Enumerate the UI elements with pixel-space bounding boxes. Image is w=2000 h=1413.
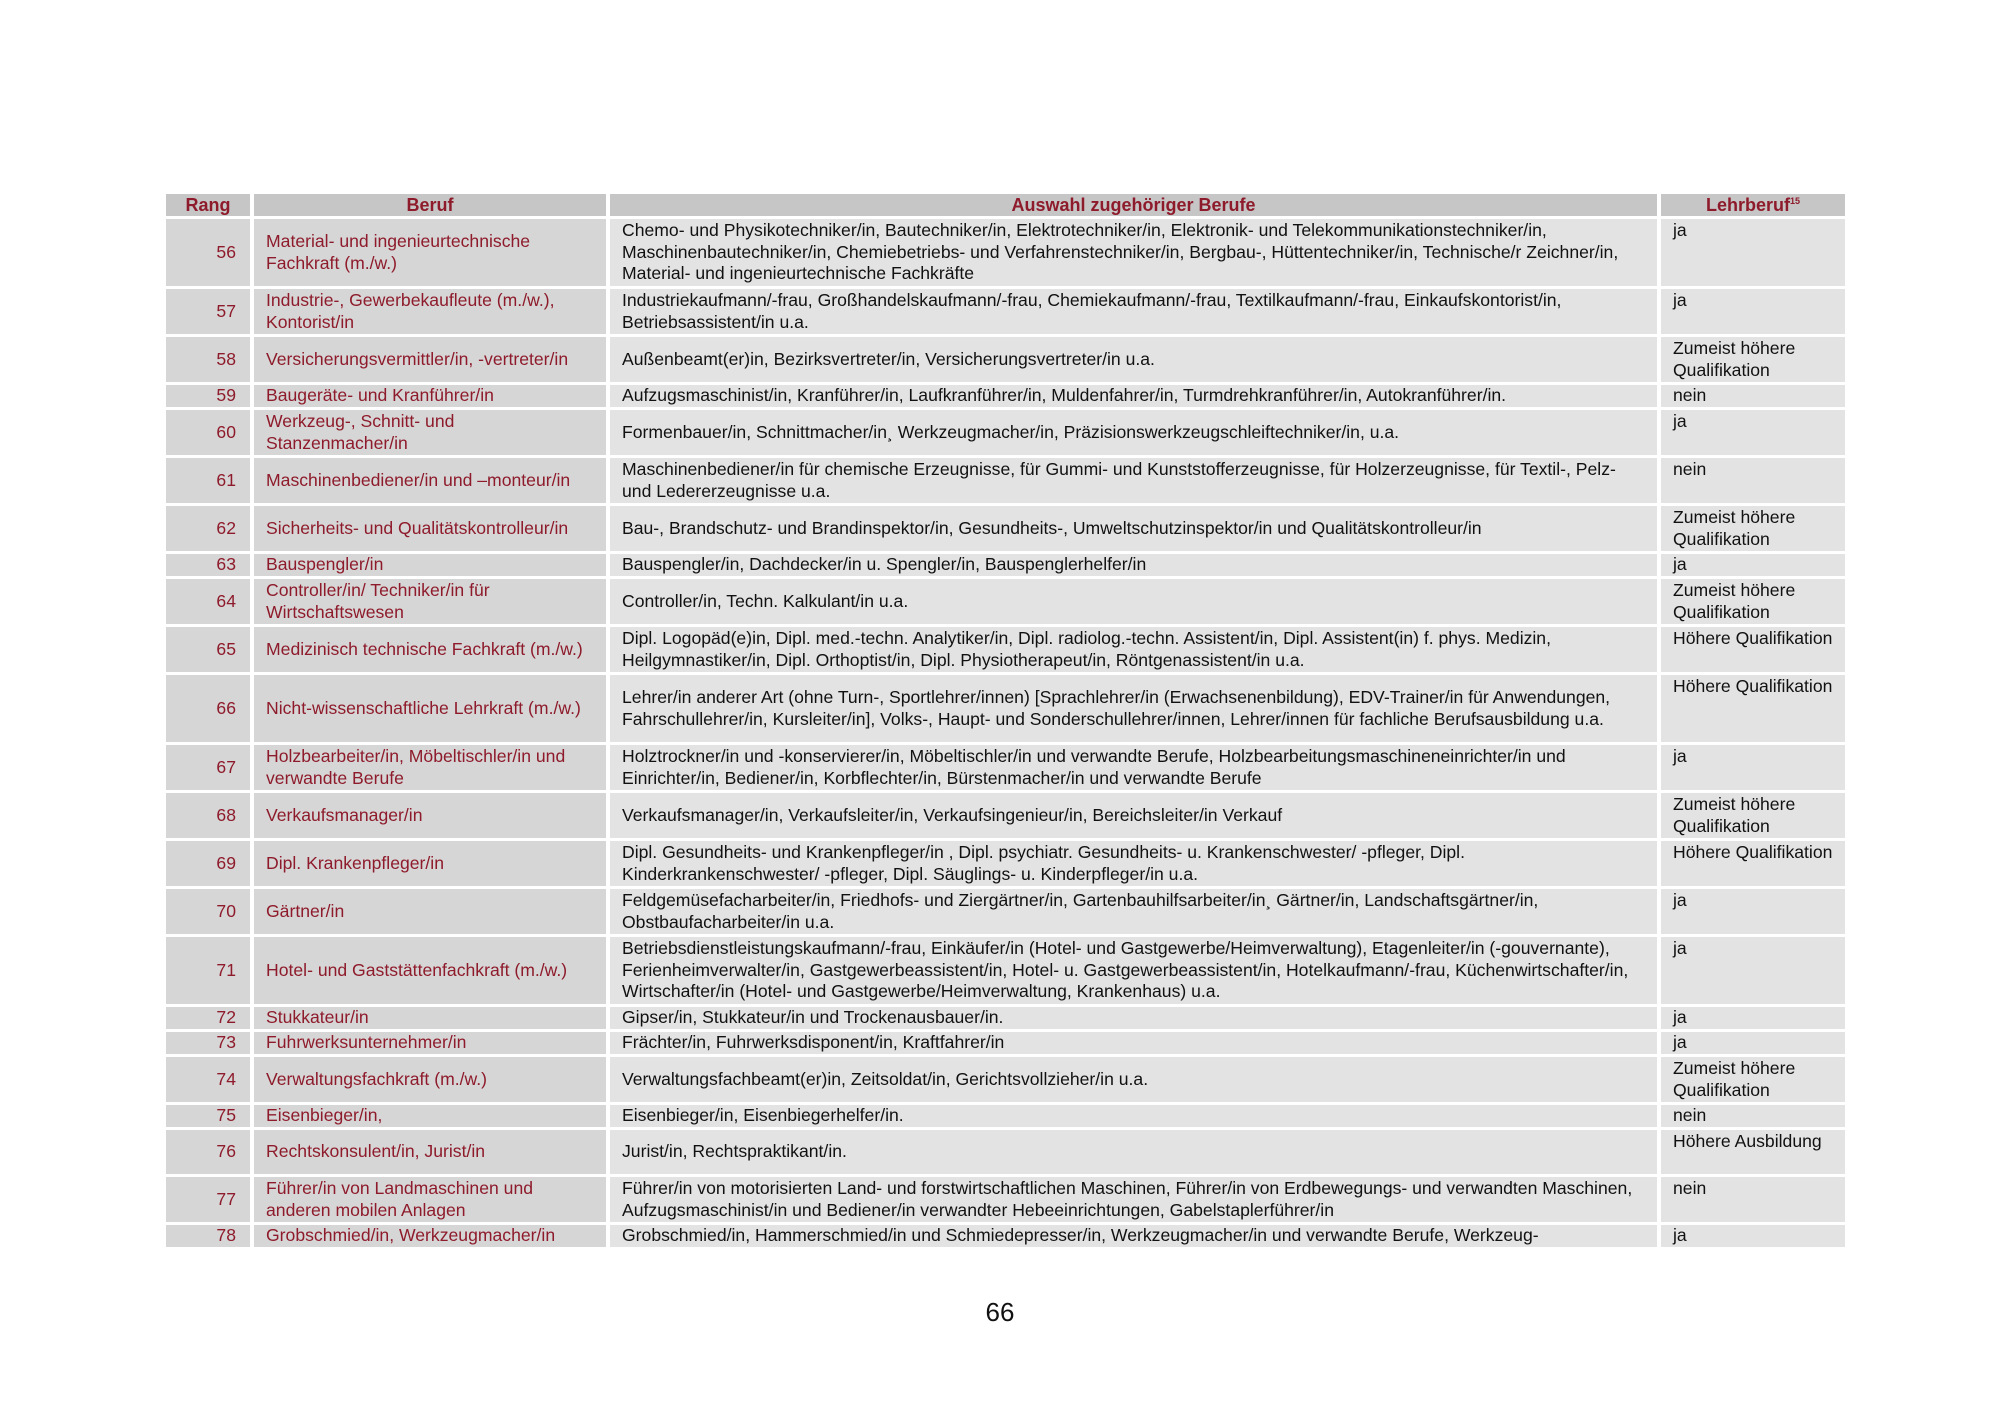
table-row — [166, 289, 1845, 334]
beruf-cell: Controller/in/ Techniker/in für Wirtschaftswesen — [254, 579, 606, 624]
table-row — [166, 554, 1845, 576]
beruf-cell: Grobschmied/in, Werkzeugmacher/in — [254, 1225, 606, 1247]
auswahl-cell: Betriebsdienstleistungskaufmann/-frau, Einkäufer/in (Hotel- und Gastgewerbe/Heimverwaltung), Etagenleiter/in (-gouvernante), Ferienheimverwalter/in, Gastgewerbeassistent/in, Hotel- u. Gastgewerbeassistent/in, Hotelkaufmann/-frau, Küchenwirtschafter/in, Wirtschafter/in (Hotel- und Gastgewerbe/Heimverwaltung, Krankenhaus) u.a. — [610, 937, 1657, 1004]
header-auswahl: Auswahl zugehöriger Berufe — [610, 194, 1657, 216]
table-row — [166, 1057, 1845, 1102]
auswahl-cell: Bauspengler/in, Dachdecker/in u. Spengler/in, Bauspenglerhelfer/in — [610, 554, 1657, 576]
table-row — [166, 1177, 1845, 1222]
table-row — [166, 506, 1845, 551]
rang-cell: 72 — [166, 1007, 250, 1029]
table-row — [166, 1032, 1845, 1054]
header-beruf: Beruf — [254, 194, 606, 216]
beruf-cell: Material- und ingenieurtechnische Fachkraft (m./w.) — [254, 219, 606, 286]
lehrberuf-cell: Zumeist höhere Qualifikation — [1661, 793, 1845, 838]
lehrberuf-cell: ja — [1661, 889, 1845, 934]
beruf-cell: Gärtner/in — [254, 889, 606, 934]
lehrberuf-cell: Höhere Qualifikation — [1661, 675, 1845, 742]
beruf-cell: Fuhrwerksunternehmer/in — [254, 1032, 606, 1054]
lehrberuf-cell: ja — [1661, 410, 1845, 455]
lehrberuf-cell: ja — [1661, 1007, 1845, 1029]
table-row — [166, 458, 1845, 503]
rang-cell: 74 — [166, 1057, 250, 1102]
lehrberuf-cell: ja — [1661, 1032, 1845, 1054]
rang-cell: 62 — [166, 506, 250, 551]
table-row — [166, 675, 1845, 742]
rang-cell: 60 — [166, 410, 250, 455]
header-lehrberuf: Lehrberuf$^{15}$ — [1661, 194, 1845, 216]
auswahl-cell: Bau-, Brandschutz- und Brandinspektor/in, Gesundheits-, Umweltschutzinspektor/in und Qualitätskontrolleur/in — [610, 506, 1657, 551]
rang-cell: 67 — [166, 745, 250, 790]
auswahl-cell: Eisenbieger/in, Eisenbiegerhelfer/in. — [610, 1105, 1657, 1127]
table-row — [166, 889, 1845, 934]
auswahl-cell: Jurist/in, Rechtspraktikant/in. — [610, 1130, 1657, 1174]
table-row — [166, 410, 1845, 455]
lehrberuf-cell: nein — [1661, 458, 1845, 503]
lehrberuf-cell: Zumeist höhere Qualifikation — [1661, 1057, 1845, 1102]
beruf-cell: Stukkateur/in — [254, 1007, 606, 1029]
beruf-cell: Eisenbieger/in, — [254, 1105, 606, 1127]
table-row — [166, 1105, 1845, 1127]
lehrberuf-cell: ja — [1661, 937, 1845, 1004]
rang-cell: 59 — [166, 385, 250, 407]
auswahl-cell: Feldgemüsefacharbeiter/in, Friedhofs- und Ziergärtner/in, Gartenbauhilfsarbeiter/in¸ Gärtner/in, Landschaftsgärtner/in, Obstbaufacharbeiter/in u.a. — [610, 889, 1657, 934]
auswahl-cell: Holztrockner/in und -konservierer/in, Möbeltischler/in und verwandte Berufe, Holzbearbeitungsmaschineneinrichter/in und Einrichter/in, Bediener/in, Korbflechter/in, Bürstenmacher/in und verwandte Berufe — [610, 745, 1657, 790]
table-row — [166, 219, 1845, 286]
rang-cell: 56 — [166, 219, 250, 286]
rang-cell: 76 — [166, 1130, 250, 1174]
header-rang: Rang — [166, 194, 250, 216]
beruf-cell: Baugeräte- und Kranführer/in — [254, 385, 606, 407]
auswahl-cell: Frächter/in, Fuhrwerksdisponent/in, Kraftfahrer/in — [610, 1032, 1657, 1054]
auswahl-cell: Außenbeamt(er)in, Bezirksvertreter/in, Versicherungsvertreter/in u.a. — [610, 337, 1657, 382]
beruf-cell: Bauspengler/in — [254, 554, 606, 576]
lehrberuf-cell: nein — [1661, 1177, 1845, 1222]
table-header-row — [166, 194, 1845, 216]
beruf-cell: Rechtskonsulent/in, Jurist/in — [254, 1130, 606, 1174]
footnote-marker: 15 — [1790, 196, 1801, 206]
auswahl-cell: Chemo- und Physikotechniker/in, Bautechniker/in, Elektrotechniker/in, Elektronik- und Telekommunikationstechniker/in, Maschinenbautechniker/in, Chemiebetriebs- und Verfahrenstechniker/in, Bergbau-, Hüttentechniker/in, Technische/r Zeichner/in, Material- und ingenieurtechnische Fachkräfte — [610, 219, 1657, 286]
table-row — [166, 1130, 1845, 1174]
beruf-cell: Dipl. Krankenpfleger/in — [254, 841, 606, 886]
occupation-table-container — [166, 194, 1833, 1247]
table-row — [166, 841, 1845, 886]
beruf-cell: Medizinisch technische Fachkraft (m./w.) — [254, 627, 606, 672]
rang-cell: 63 — [166, 554, 250, 576]
beruf-cell: Hotel- und Gaststättenfachkraft (m./w.) — [254, 937, 606, 1004]
beruf-cell: Verwaltungsfachkraft (m./w.) — [254, 1057, 606, 1102]
beruf-cell: Nicht-wissenschaftliche Lehrkraft (m./w.) — [254, 675, 606, 742]
lehrberuf-cell: Höhere Qualifikation — [1661, 627, 1845, 672]
beruf-cell: Versicherungsvermittler/in, -vertreter/in — [254, 337, 606, 382]
rang-cell: 58 — [166, 337, 250, 382]
auswahl-cell: Formenbauer/in, Schnittmacher/in¸ Werkzeugmacher/in, Präzisionswerkzeugschleiftechniker/in, u.a. — [610, 410, 1657, 455]
rang-cell: 75 — [166, 1105, 250, 1127]
rang-cell: 70 — [166, 889, 250, 934]
lehrberuf-cell: nein — [1661, 385, 1845, 407]
table-row — [166, 1007, 1845, 1029]
rang-cell: 71 — [166, 937, 250, 1004]
table-row — [166, 579, 1845, 624]
lehrberuf-cell: ja — [1661, 289, 1845, 334]
table-row — [166, 627, 1845, 672]
rang-cell: 65 — [166, 627, 250, 672]
rang-cell: 78 — [166, 1225, 250, 1247]
rang-cell: 57 — [166, 289, 250, 334]
auswahl-cell: Lehrer/in anderer Art (ohne Turn-, Sportlehrer/innen) [Sprachlehrer/in (Erwachsenenbildung), EDV-Trainer/in für Anwendungen, Fahrschullehrer/in, Kursleiter/in], Volks-, Haupt- und Sonderschullehrer/innen, Lehrer/innen für fachliche Berufsausbildung u.a. — [610, 675, 1657, 742]
table-row — [166, 937, 1845, 1004]
occupation-table — [162, 191, 1849, 1250]
auswahl-cell: Dipl. Logopäd(e)in, Dipl. med.-techn. Analytiker/in, Dipl. radiolog.-techn. Assistent/in, Dipl. Assistent(in) f. phys. Medizin, Heilgymnastiker/in, Dipl. Orthoptist/in, Dipl. Physiotherapeut/in, Röntgenassistent/in u.a. — [610, 627, 1657, 672]
beruf-cell: Maschinenbediener/in und –monteur/in — [254, 458, 606, 503]
table-row — [166, 337, 1845, 382]
auswahl-cell: Verwaltungsfachbeamt(er)in, Zeitsoldat/in, Gerichtsvollzieher/in u.a. — [610, 1057, 1657, 1102]
table-body — [166, 219, 1845, 1247]
beruf-cell: Sicherheits- und Qualitätskontrolleur/in — [254, 506, 606, 551]
lehrberuf-cell: ja — [1661, 745, 1845, 790]
beruf-cell: Holzbearbeiter/in, Möbeltischler/in und verwandte Berufe — [254, 745, 606, 790]
rang-cell: 66 — [166, 675, 250, 742]
rang-cell: 69 — [166, 841, 250, 886]
auswahl-cell: Führer/in von motorisierten Land- und forstwirtschaftlichen Maschinen, Führer/in von Erdbewegungs- und verwandten Maschinen, Aufzugsmaschinist/in und Bediener/in verwandter Hebeeinrichtungen, Gabelstaplerführer/in — [610, 1177, 1657, 1222]
beruf-cell: Führer/in von Landmaschinen und anderen mobilen Anlagen — [254, 1177, 606, 1222]
lehrberuf-cell: Zumeist höhere Qualifikation — [1661, 506, 1845, 551]
lehrberuf-cell: ja — [1661, 554, 1845, 576]
lehrberuf-cell: Höhere Qualifikation — [1661, 841, 1845, 886]
page-number: 66 — [985, 1297, 1015, 1327]
auswahl-cell: Dipl. Gesundheits- und Krankenpfleger/in , Dipl. psychiatr. Gesundheits- u. Krankenschwester/ -pfleger, Dipl. Kinderkrankenschwester/ -pfleger, Dipl. Säuglings- u. Kinderpfleger/in u.a. — [610, 841, 1657, 886]
lehrberuf-cell: ja — [1661, 1225, 1845, 1247]
auswahl-cell: Industriekaufmann/-frau, Großhandelskaufmann/-frau, Chemiekaufmann/-frau, Textilkaufmann/-frau, Einkaufskontorist/in, Betriebsassistent/in u.a. — [610, 289, 1657, 334]
table-row — [166, 793, 1845, 838]
beruf-cell: Werkzeug-, Schnitt- und Stanzenmacher/in — [254, 410, 606, 455]
table-row — [166, 385, 1845, 407]
auswahl-cell: Controller/in, Techn. Kalkulant/in u.a. — [610, 579, 1657, 624]
lehrberuf-cell: nein — [1661, 1105, 1845, 1127]
rang-cell: 77 — [166, 1177, 250, 1222]
rang-cell: 68 — [166, 793, 250, 838]
lehrberuf-cell: Zumeist höhere Qualifikation — [1661, 337, 1845, 382]
lehrberuf-cell: ja — [1661, 219, 1845, 286]
rang-cell: 61 — [166, 458, 250, 503]
auswahl-cell: Grobschmied/in, Hammerschmied/in und Schmiedepresser/in, Werkzeugmacher/in und verwandte Berufe, Werkzeug- — [610, 1225, 1657, 1247]
beruf-cell: Verkaufsmanager/in — [254, 793, 606, 838]
auswahl-cell: Aufzugsmaschinist/in, Kranführer/in, Laufkranführer/in, Muldenfahrer/in, Turmdrehkranführer/in, Autokranführer/in. — [610, 385, 1657, 407]
auswahl-cell: Gipser/in, Stukkateur/in und Trockenausbauer/in. — [610, 1007, 1657, 1029]
lehrberuf-cell: Höhere Ausbildung — [1661, 1130, 1845, 1174]
table-row — [166, 745, 1845, 790]
beruf-cell: Industrie-, Gewerbekaufleute (m./w.), Kontorist/in — [254, 289, 606, 334]
lehrberuf-cell: Zumeist höhere Qualifikation — [1661, 579, 1845, 624]
rang-cell: 64 — [166, 579, 250, 624]
auswahl-cell: Verkaufsmanager/in, Verkaufsleiter/in, Verkaufsingenieur/in, Bereichsleiter/in Verkauf — [610, 793, 1657, 838]
table-row — [166, 1225, 1845, 1247]
auswahl-cell: Maschinenbediener/in für chemische Erzeugnisse, für Gummi- und Kunststofferzeugnisse, für Holzerzeugnisse, für Textil-, Pelz- und Ledererzeugnisse u.a. — [610, 458, 1657, 503]
rang-cell: 73 — [166, 1032, 250, 1054]
